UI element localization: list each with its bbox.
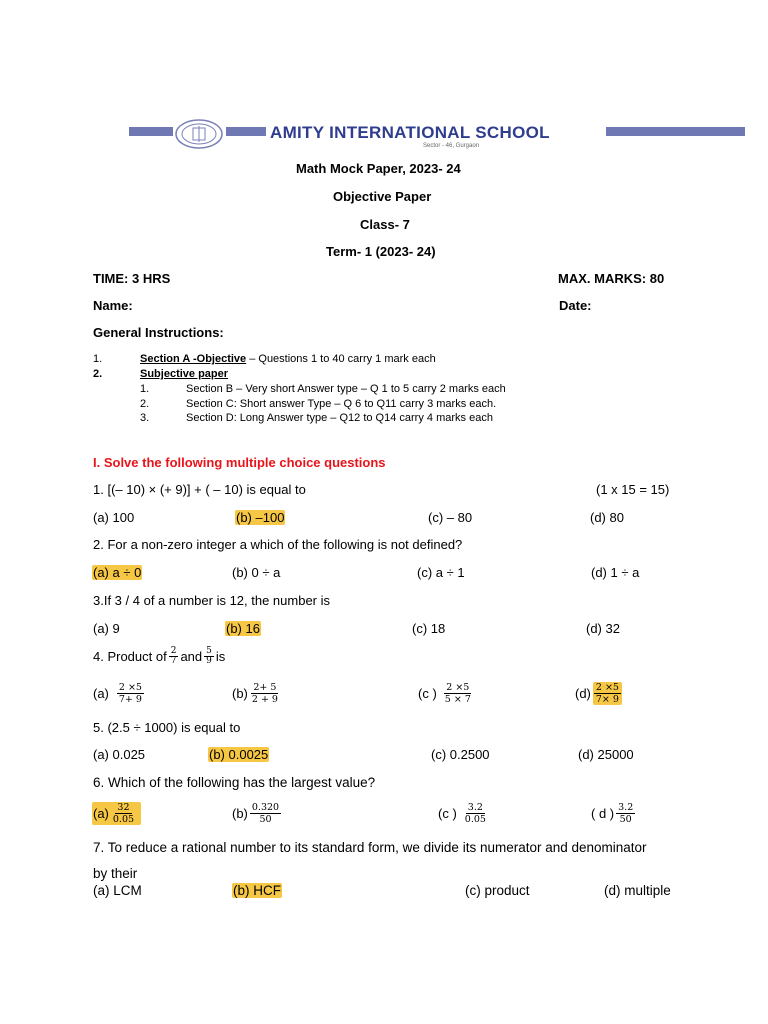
q4-c-label: (c ) [418,686,437,701]
q4-pre: 4. Product of [93,649,167,664]
q4-c-fraction [443,682,473,705]
q3-option-a: (a) 9 [93,621,120,636]
q6-c-den: 0.05 [464,814,486,825]
q5-option-b: (b) 0.0025 [209,747,269,762]
max-marks-label: MAX. MARKS: 80 [558,271,665,286]
q3-text: 3.If 3 / 4 of a number is 12, the number is [93,593,331,608]
q4-b-den: 2 + 9 [251,694,278,705]
time-label: TIME: 3 HRS [93,271,171,286]
instruction-1-num: 1. [93,353,103,365]
q4-fraction-2 [204,647,214,666]
q2-option-a: (a) a ÷ 0 [93,565,142,580]
q4-b-label: (b) [232,686,248,701]
q4-f2-den: 9 [206,656,212,666]
class-label: Class- 7 [360,217,410,232]
school-name: AMITY INTERNATIONAL SCHOOL [270,123,550,142]
q1-marks: (1 x 15 = 15) [596,482,670,497]
sub-instruction-3: Section D: Long Answer type – Q12 to Q14 carry 4 marks each [186,412,493,424]
instruction-2-num: 2. [93,368,103,380]
logo-bar-mid [226,127,266,136]
paper-title: Math Mock Paper, 2023- 24 [296,161,461,176]
q5-option-d: (d) 25000 [578,747,634,762]
q5-option-a: (a) 0.025 [93,747,146,762]
q6-option-d [591,802,637,825]
q6-text: 6. Which of the following has the largest value? [93,775,376,790]
q4-a-den: 7+ 9 [118,694,142,705]
q4-f1-num: 2 [170,646,177,656]
q2-option-d: (d) 1 ÷ a [591,565,640,580]
q6-option-b [232,802,283,825]
q1-option-a: (a) 100 [93,510,135,525]
q1-option-d: (d) 80 [590,510,624,525]
instruction-2-head: Subjective paper [140,368,229,380]
q4-d-fraction [593,682,622,705]
q4-f2-num: 5 [206,646,212,656]
q3-option-c: (c) 18 [412,621,446,636]
q4-option-c [418,682,475,705]
q4-post: is [215,649,226,664]
sub-instruction-3-num: 3. [140,412,150,424]
q4-c-num: 2 ×5 [446,682,470,693]
q7-text-line1: 7. To reduce a rational number to its standard form, we divide its numerator and denominator [93,840,647,855]
q4-c-den: 5 × 7 [444,694,471,705]
q6-c-num: 3.2 [467,802,483,813]
q2-text: 2. For a non-zero integer a which of the following is not defined? [93,537,463,552]
section-title: I. Solve the following multiple choice questions [93,455,386,470]
q4-a-num: 2 ×5 [118,682,142,693]
sub-instruction-1-num: 1. [140,383,150,395]
q1-option-b: (b) –100 [236,510,285,525]
q6-b-fraction [250,802,281,825]
q4-option-b [232,682,282,705]
q6-d-num: 3.2 [618,802,634,813]
q6-a-den: 0.05 [112,814,135,825]
q6-c-label: (c ) [438,806,457,821]
q4-a-fraction [117,682,144,705]
q7-option-d: (d) multiple [604,883,671,898]
q6-c-fraction [463,802,488,825]
q4-a-label: (a) [93,686,109,701]
q6-b-num: 0.320 [251,802,280,813]
q6-option-a [92,802,141,825]
q4-option-d [575,682,624,705]
q5-text: 5. (2.5 ÷ 1000) is equal to [93,720,241,735]
q5-option-c: (c) 0.2500 [431,747,490,762]
q2-option-c: (c) a ÷ 1 [417,565,465,580]
q1-option-c: (c) – 80 [428,510,473,525]
name-label: Name: [93,298,133,313]
q4-d-den: 7× 9 [595,694,619,705]
q6-b-label: (b) [232,806,248,821]
q4-and: and [180,649,203,664]
q6-a-num: 32 [117,802,130,813]
q6-b-den: 50 [259,814,272,825]
q4-d-label: (d) [575,686,591,701]
q4-b-fraction [250,682,280,705]
instructions-title: General Instructions: [93,325,224,340]
q4-f1-den: 7 [170,656,177,666]
date-label: Date: [559,298,592,313]
school-emblem-icon [174,118,224,150]
instruction-1 [140,353,436,365]
q7-option-a: (a) LCM [93,883,142,898]
logo-bar-left [129,127,173,136]
sub-instruction-2: Section C: Short answer Type – Q 6 to Q11 carry 3 marks each. [186,398,497,410]
q2-option-b: (b) 0 ÷ a [232,565,281,580]
logo-bar-right [606,127,745,136]
q1-text: 1. [(– 10) × (+ 9)] + ( – 10) is equal to [93,482,306,497]
q3-option-b: (b) 16 [226,621,260,636]
q7-option-c: (c) product [465,883,530,898]
q4-b-num: 2+ 5 [253,682,277,693]
q4-option-a [93,682,146,705]
paper-type: Objective Paper [333,189,432,204]
q6-a-label: (a) [93,806,109,821]
q4-fraction-1 [169,647,179,666]
instruction-1-head: Section A -Objective [140,353,247,365]
q6-option-c [438,802,490,825]
q6-a-fraction [111,802,136,825]
sub-instruction-1: Section B – Very short Answer type – Q 1 to 5 carry 2 marks each [186,383,506,395]
sub-instruction-2-num: 2. [140,398,150,410]
q7-option-b: (b) HCF [233,883,281,898]
q4-d-num: 2 ×5 [595,682,619,693]
q4-text [93,647,225,666]
q6-d-fraction [616,802,635,825]
q6-d-label: ( d ) [591,806,615,821]
instruction-1-text: – Questions 1 to 40 carry 1 mark each [246,353,436,365]
q7-text-line2: by their [93,866,138,881]
term-label: Term- 1 (2023- 24) [326,244,436,259]
school-subtitle: Sector - 46, Gurgaon [423,143,480,149]
q3-option-d: (d) 32 [586,621,620,636]
q6-d-den: 50 [619,814,632,825]
